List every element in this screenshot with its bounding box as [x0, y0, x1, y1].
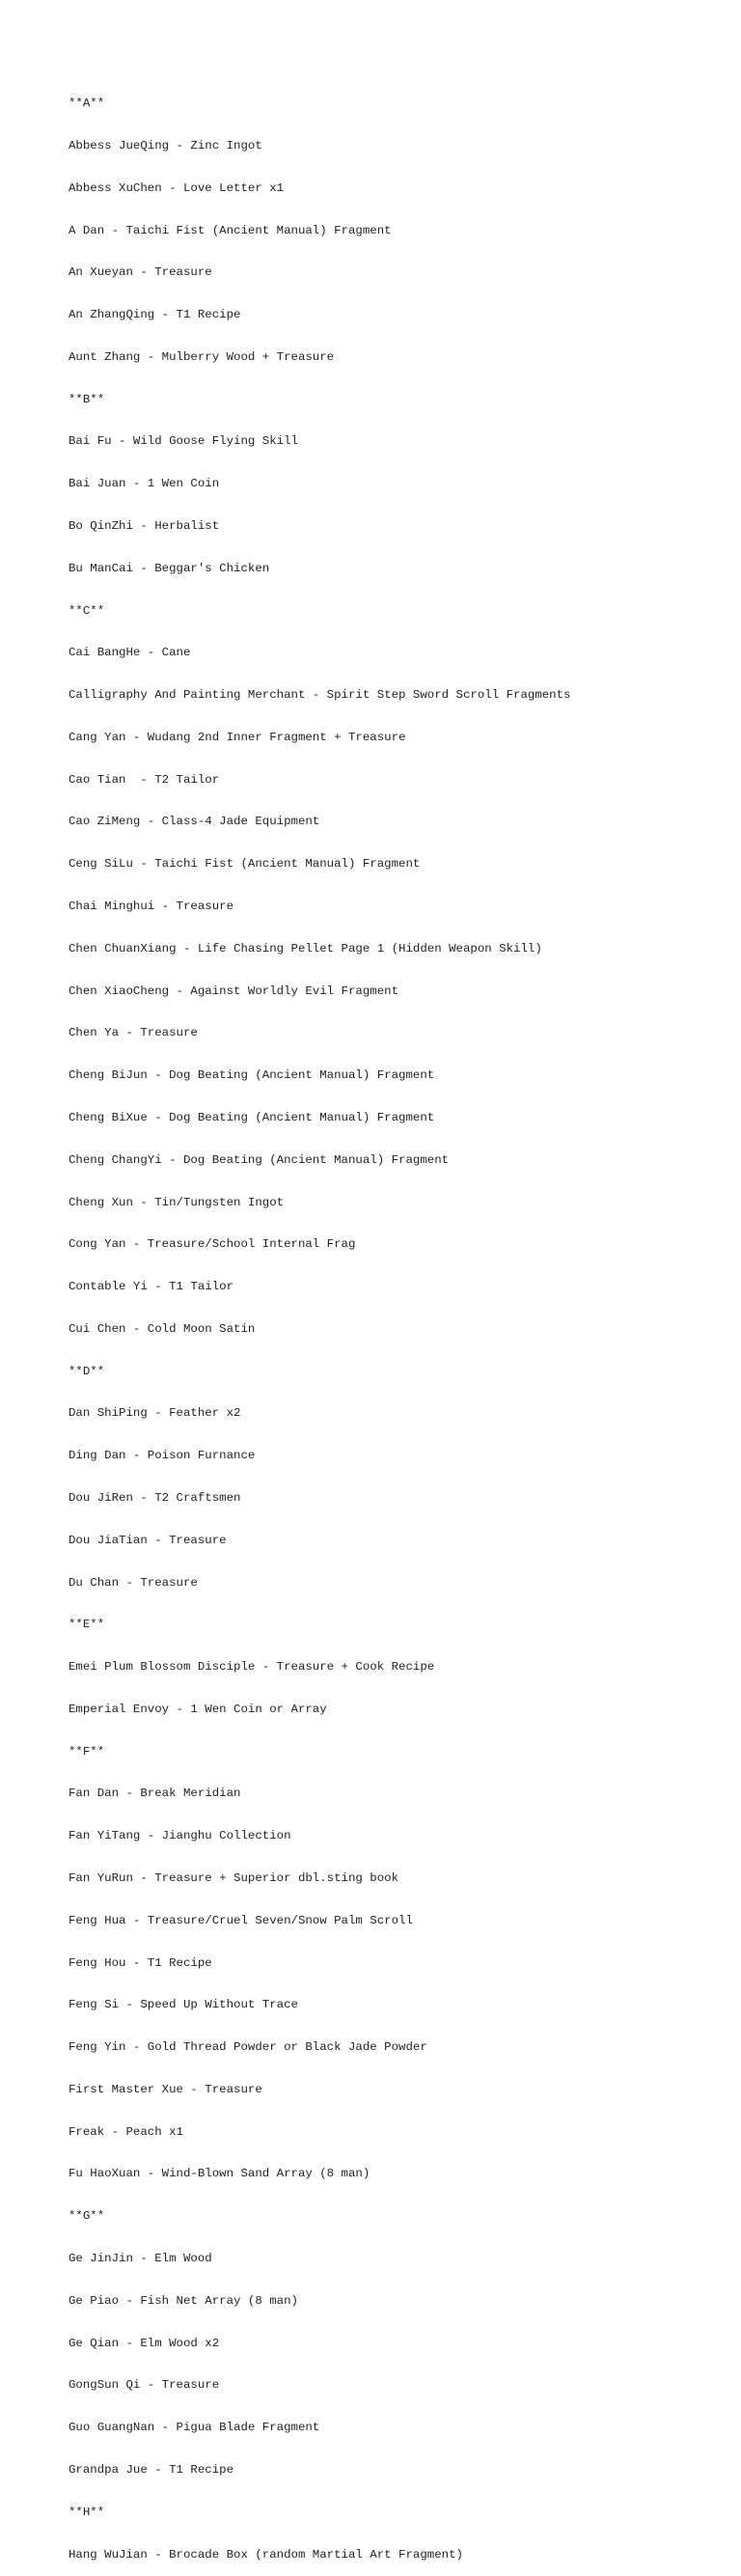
list-item: Du Chan - Treasure: [69, 1575, 198, 1590]
list-item: Dou JiRen - T2 Craftsmen: [69, 1490, 241, 1505]
list-item: Cao Tian - T2 Tailor: [69, 772, 220, 787]
list-item: Chen ChuanXiang - Life Chasing Pellet Page 1 (Hidden Weapon Skill): [69, 941, 542, 956]
list-item: Ding Dan - Poison Furnance: [69, 1449, 256, 1463]
list-item: Guo GuangNan - Pigua Blade Fragment: [69, 2421, 320, 2435]
list-item: Freak - Peach x1: [69, 2124, 183, 2139]
list-item: GongSun Qi - Treasure: [69, 2378, 220, 2393]
section-heading-f: **F**: [69, 1744, 105, 1759]
list-item: Feng Hou - T1 Recipe: [69, 1955, 212, 1970]
list-item: Cui Chen - Cold Moon Satin: [69, 1321, 256, 1336]
list-item: Abbess JueQing - Zinc Ingot: [69, 138, 262, 152]
list-item: Dan ShiPing - Feather x2: [69, 1406, 241, 1421]
list-item: Cheng BiXue - Dog Beating (Ancient Manual) Fragment: [69, 1110, 435, 1124]
section-heading-c: **C**: [69, 603, 105, 618]
list-item: An Xueyan - Treasure: [69, 265, 212, 280]
list-item: An ZhangQing - T1 Recipe: [69, 308, 241, 322]
list-item: Chen Ya - Treasure: [69, 1026, 198, 1040]
section-heading-h: **H**: [69, 2505, 105, 2519]
list-item: Cheng BiJun - Dog Beating (Ancient Manual) Fragment: [69, 1068, 435, 1083]
list-item: Bai Fu - Wild Goose Flying Skill: [69, 434, 298, 449]
list-item: Hang WuJian - Brocade Box (random Martial Art Fragment): [69, 2547, 463, 2562]
section-heading-e: **E**: [69, 1618, 105, 1632]
list-item: Ceng SiLu - Taichi Fist (Ancient Manual) Fragment: [69, 857, 421, 872]
list-item: Cang Yan - Wudang 2nd Inner Fragment + Treasure: [69, 730, 406, 744]
list-item: Fan YiTang - Jianghu Collection: [69, 1829, 291, 1843]
list-item: Emei Plum Blossom Disciple - Treasure + Cook Recipe: [69, 1660, 435, 1675]
list-item: Abbess XuChen - Love Letter x1: [69, 180, 285, 195]
list-item: Feng Hua - Treasure/Cruel Seven/Snow Palm Scroll: [69, 1913, 413, 1927]
list-item: Cong Yan - Treasure/School Internal Frag: [69, 1237, 356, 1252]
list-item: Cheng Xun - Tin/Tungsten Ingot: [69, 1195, 285, 1209]
list-item: Cao ZiMeng - Class-4 Jade Equipment: [69, 815, 320, 829]
list-item: Emperial Envoy - 1 Wen Coin or Array: [69, 1702, 327, 1716]
section-heading-d: **D**: [69, 1364, 105, 1378]
list-item: Dou JiaTian - Treasure: [69, 1533, 227, 1547]
list-item: Chai Minghui - Treasure: [69, 900, 234, 914]
list-item: Bai Juan - 1 Wen Coin: [69, 477, 220, 491]
list-item: Feng Si - Speed Up Without Trace: [69, 1998, 298, 2012]
section-heading-a: **A**: [69, 97, 105, 111]
list-item: Fan Dan - Break Meridian: [69, 1787, 241, 1801]
list-item: Cheng ChangYi - Dog Beating (Ancient Manual) Fragment: [69, 1152, 450, 1167]
document-text: [69, 69, 571, 2576]
list-item: Bu ManCai - Beggar's Chicken: [69, 561, 270, 575]
list-item: Bo QinZhi - Herbalist: [69, 519, 220, 533]
list-item: Cai BangHe - Cane: [69, 646, 191, 660]
list-item: Fu HaoXuan - Wind-Blown Sand Array (8 man): [69, 2167, 370, 2181]
list-item: Calligraphy And Painting Merchant - Spirit Step Sword Scroll Fragments: [69, 688, 571, 703]
list-item: Aunt Zhang - Mulberry Wood + Treasure: [69, 349, 335, 364]
list-item: First Master Xue - Treasure: [69, 2082, 262, 2096]
list-item: Ge Piao - Fish Net Array (8 man): [69, 2293, 298, 2308]
list-item: A Dan - Taichi Fist (Ancient Manual) Fragment: [69, 223, 392, 237]
list-item: Contable Yi - T1 Tailor: [69, 1280, 234, 1294]
list-item: Chen XiaoCheng - Against Worldly Evil Fragment: [69, 983, 399, 998]
section-heading-g: **G**: [69, 2209, 105, 2224]
list-item: Grandpa Jue - T1 Recipe: [69, 2462, 234, 2477]
list-item: Ge Qian - Elm Wood x2: [69, 2336, 220, 2350]
section-heading-b: **B**: [69, 392, 105, 406]
list-item: Fan YuRun - Treasure + Superior dbl.sting book: [69, 1871, 399, 1885]
list-item: Feng Yin - Gold Thread Powder or Black Jade Powder: [69, 2040, 427, 2055]
list-item: Ge JinJin - Elm Wood: [69, 2252, 212, 2266]
